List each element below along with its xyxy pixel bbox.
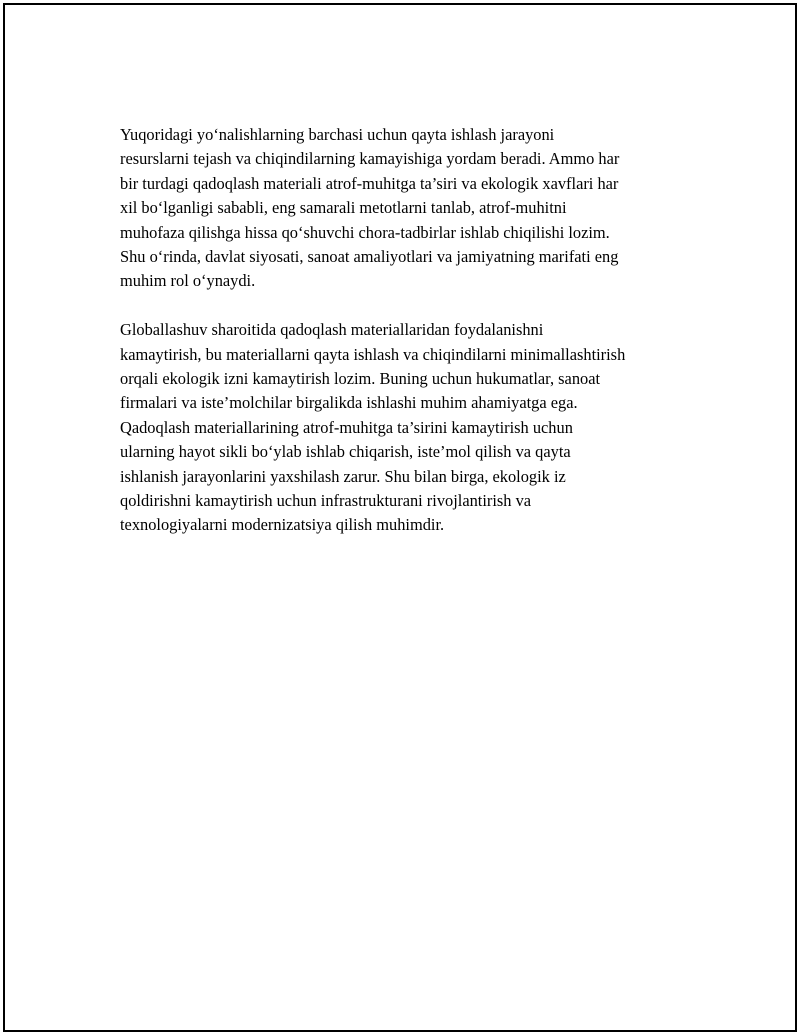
text-line: kamaytirish, bu materiallarni qayta ishlash va chiqindilarni minimallashtirish (120, 344, 626, 364)
paragraph-globalization (120, 318, 700, 538)
text-line: muhofaza qilishga hissa qo‘shuvchi chora-tadbirlar ishlab chiqilishi lozim. (120, 222, 610, 242)
text-line: resurslarni tejash va chiqindilarning kamayishiga yordam beradi. Ammo har (120, 149, 620, 169)
text-line: texnologiyalarni modernizatsiya qilish muhimdir. (120, 515, 445, 535)
text-line: Yuqoridagi yo‘nalishlarning barchasi uchun qayta ishlash jarayoni (120, 125, 555, 144)
text-line: ularning hayot sikli bo‘ylab ishlab chiqarish, iste’mol qilish va qayta (120, 442, 571, 462)
text-line: orqali ekologik izni kamaytirish lozim. Buning uchun hukumatlar, sanoat (120, 369, 601, 389)
text-line: Shu o‘rinda, davlat siyosati, sanoat amaliyotlari va jamiyatning marifati eng (120, 247, 619, 267)
text-line: muhim rol o‘ynaydi. (120, 271, 256, 291)
text-line: bir turdagi qadoqlash materiali atrof-muhitga ta’siri va ekologik xavflari har (120, 173, 619, 193)
text-line: firmalari va iste’molchilar birgalikda ishlashi muhim ahamiyatga ega. (120, 393, 578, 413)
text-line: ishlanish jarayonlarini yaxshilash zarur. Shu bilan birga, ekologik iz (120, 466, 566, 486)
document-body (120, 123, 700, 538)
document-page (3, 3, 797, 1032)
text-line: xil bo‘lganligi sababli, eng samarali metotlarni tanlab, atrof-muhitni (120, 198, 567, 218)
text-line: Qadoqlash materiallarining atrof-muhitga ta’sirini kamaytirish uchun (120, 417, 573, 437)
text-line: qoldirishni kamaytirish uchun infrastrukturani rivojlantirish va (120, 491, 532, 511)
text-line: Globallashuv sharoitida qadoqlash materiallaridan foydalanishni (120, 320, 544, 340)
paragraph-recycling-process (120, 123, 700, 294)
